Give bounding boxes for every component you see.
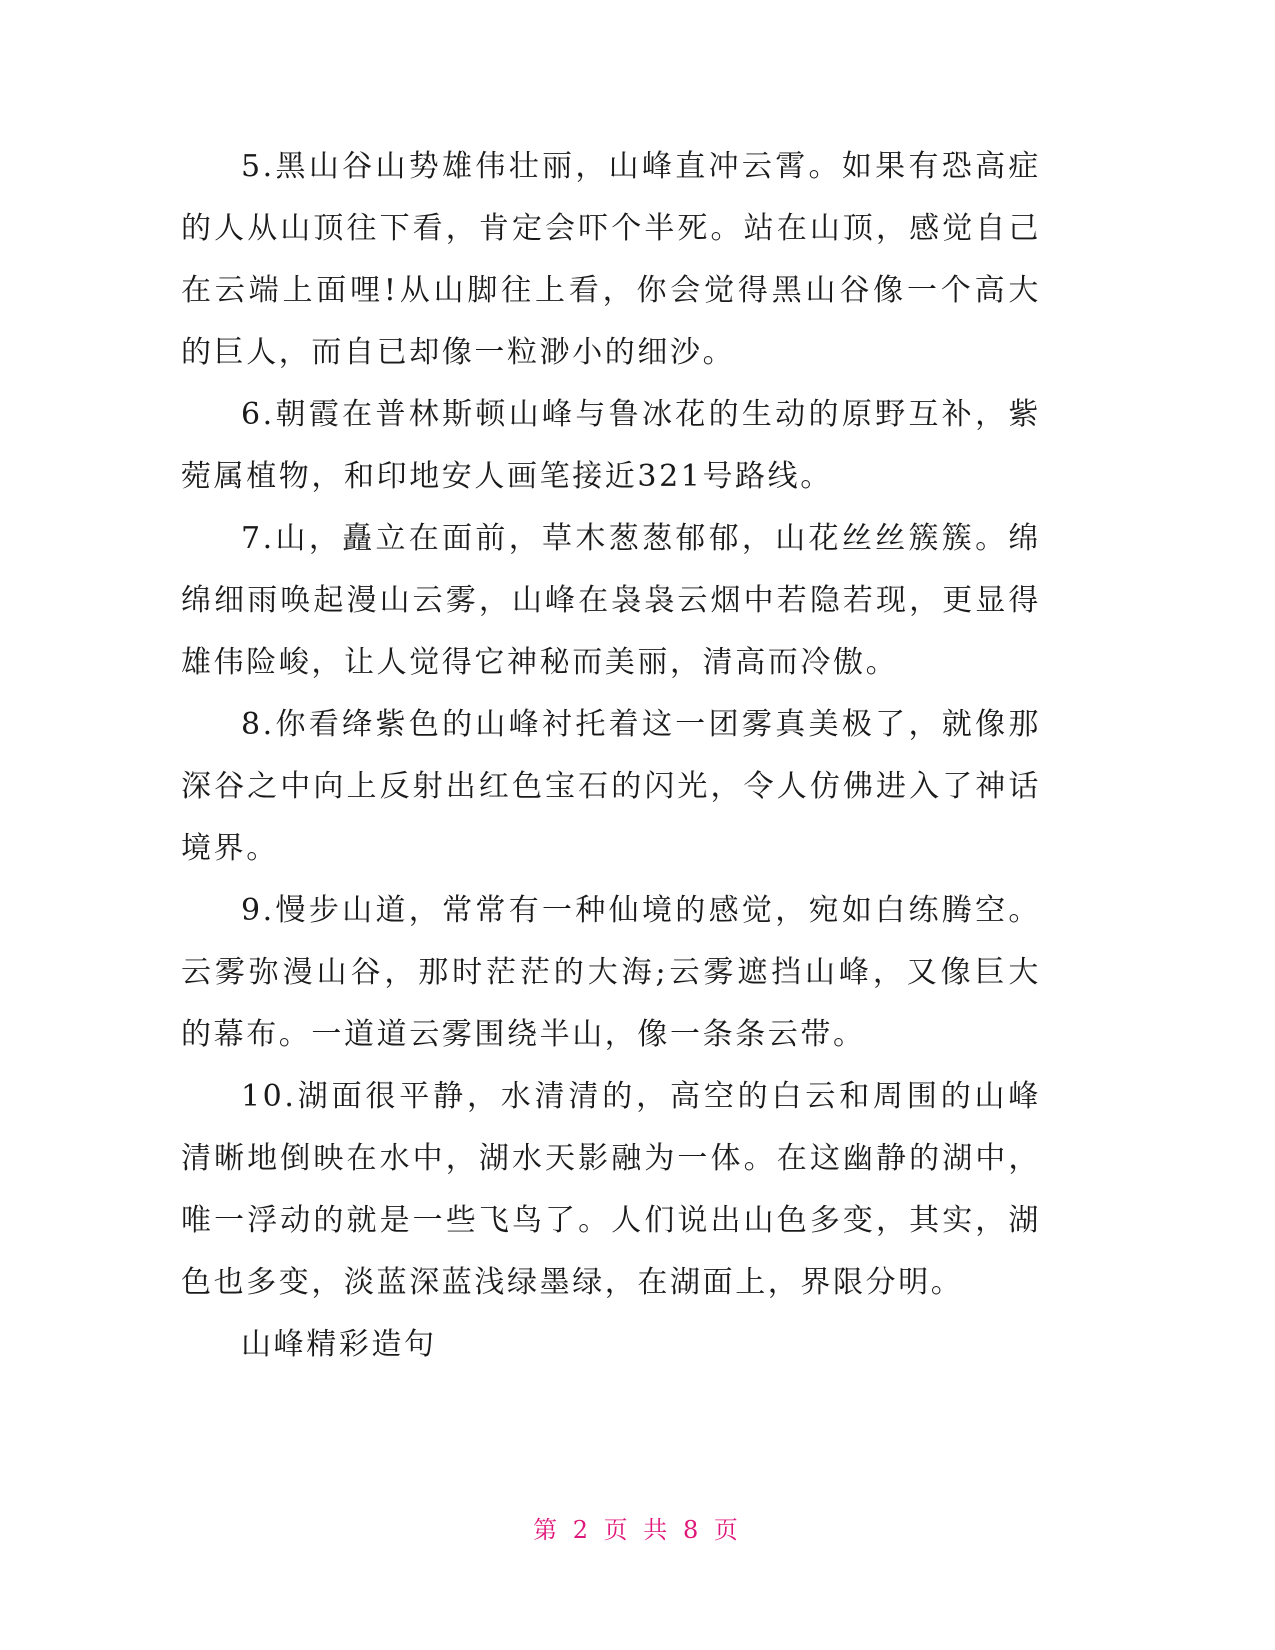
page-number-footer: 第 2 页 共 8 页 — [533, 1516, 742, 1544]
paragraph-5: 5.黑山谷山势雄伟壮丽，山峰直冲云霄。如果有恐高症的人从山顶往下看，肯定会吓个半死。站在山顶，感觉自己在云端上面哩!从山脚往上看，你会觉得黑山谷像一个高大的巨人，而自已却像一粒渺小的细沙。 — [181, 149, 1041, 370]
paragraph-8: 8.你看绛紫色的山峰衬托着这一团雾真美极了，就像那深谷之中向上反射出红色宝石的闪光，令人仿佛进入了神话境界。 — [181, 707, 1041, 866]
document-body — [181, 136, 1041, 1376]
section-heading: 山峰精彩造句 — [241, 1327, 437, 1362]
paragraph-7: 7.山，矗立在面前，草木葱葱郁郁，山花丝丝簇簇。绵绵细雨唤起漫山云雾，山峰在袅袅云烟中若隐若现，更显得雄伟险峻，让人觉得它神秘而美丽，清高而冷傲。 — [181, 521, 1041, 680]
paragraph-6: 6.朝霞在普林斯顿山峰与鲁冰花的生动的原野互补，紫菀属植物，和印地安人画笔接近321号路线。 — [181, 397, 1041, 494]
paragraph-10: 10.湖面很平静，水清清的，高空的白云和周围的山峰清晰地倒映在水中，湖水天影融为一体。在这幽静的湖中，唯一浮动的就是一些飞鸟了。人们说出山色多变，其实，湖色也多变，淡蓝深蓝浅绿墨绿，在湖面上，界限分明。 — [181, 1079, 1041, 1300]
paragraph-9: 9.慢步山道，常常有一种仙境的感觉，宛如白练腾空。云雾弥漫山谷，那时茫茫的大海;云雾遮挡山峰，又像巨大的幕布。一道道云雾围绕半山，像一条条云带。 — [181, 893, 1041, 1052]
